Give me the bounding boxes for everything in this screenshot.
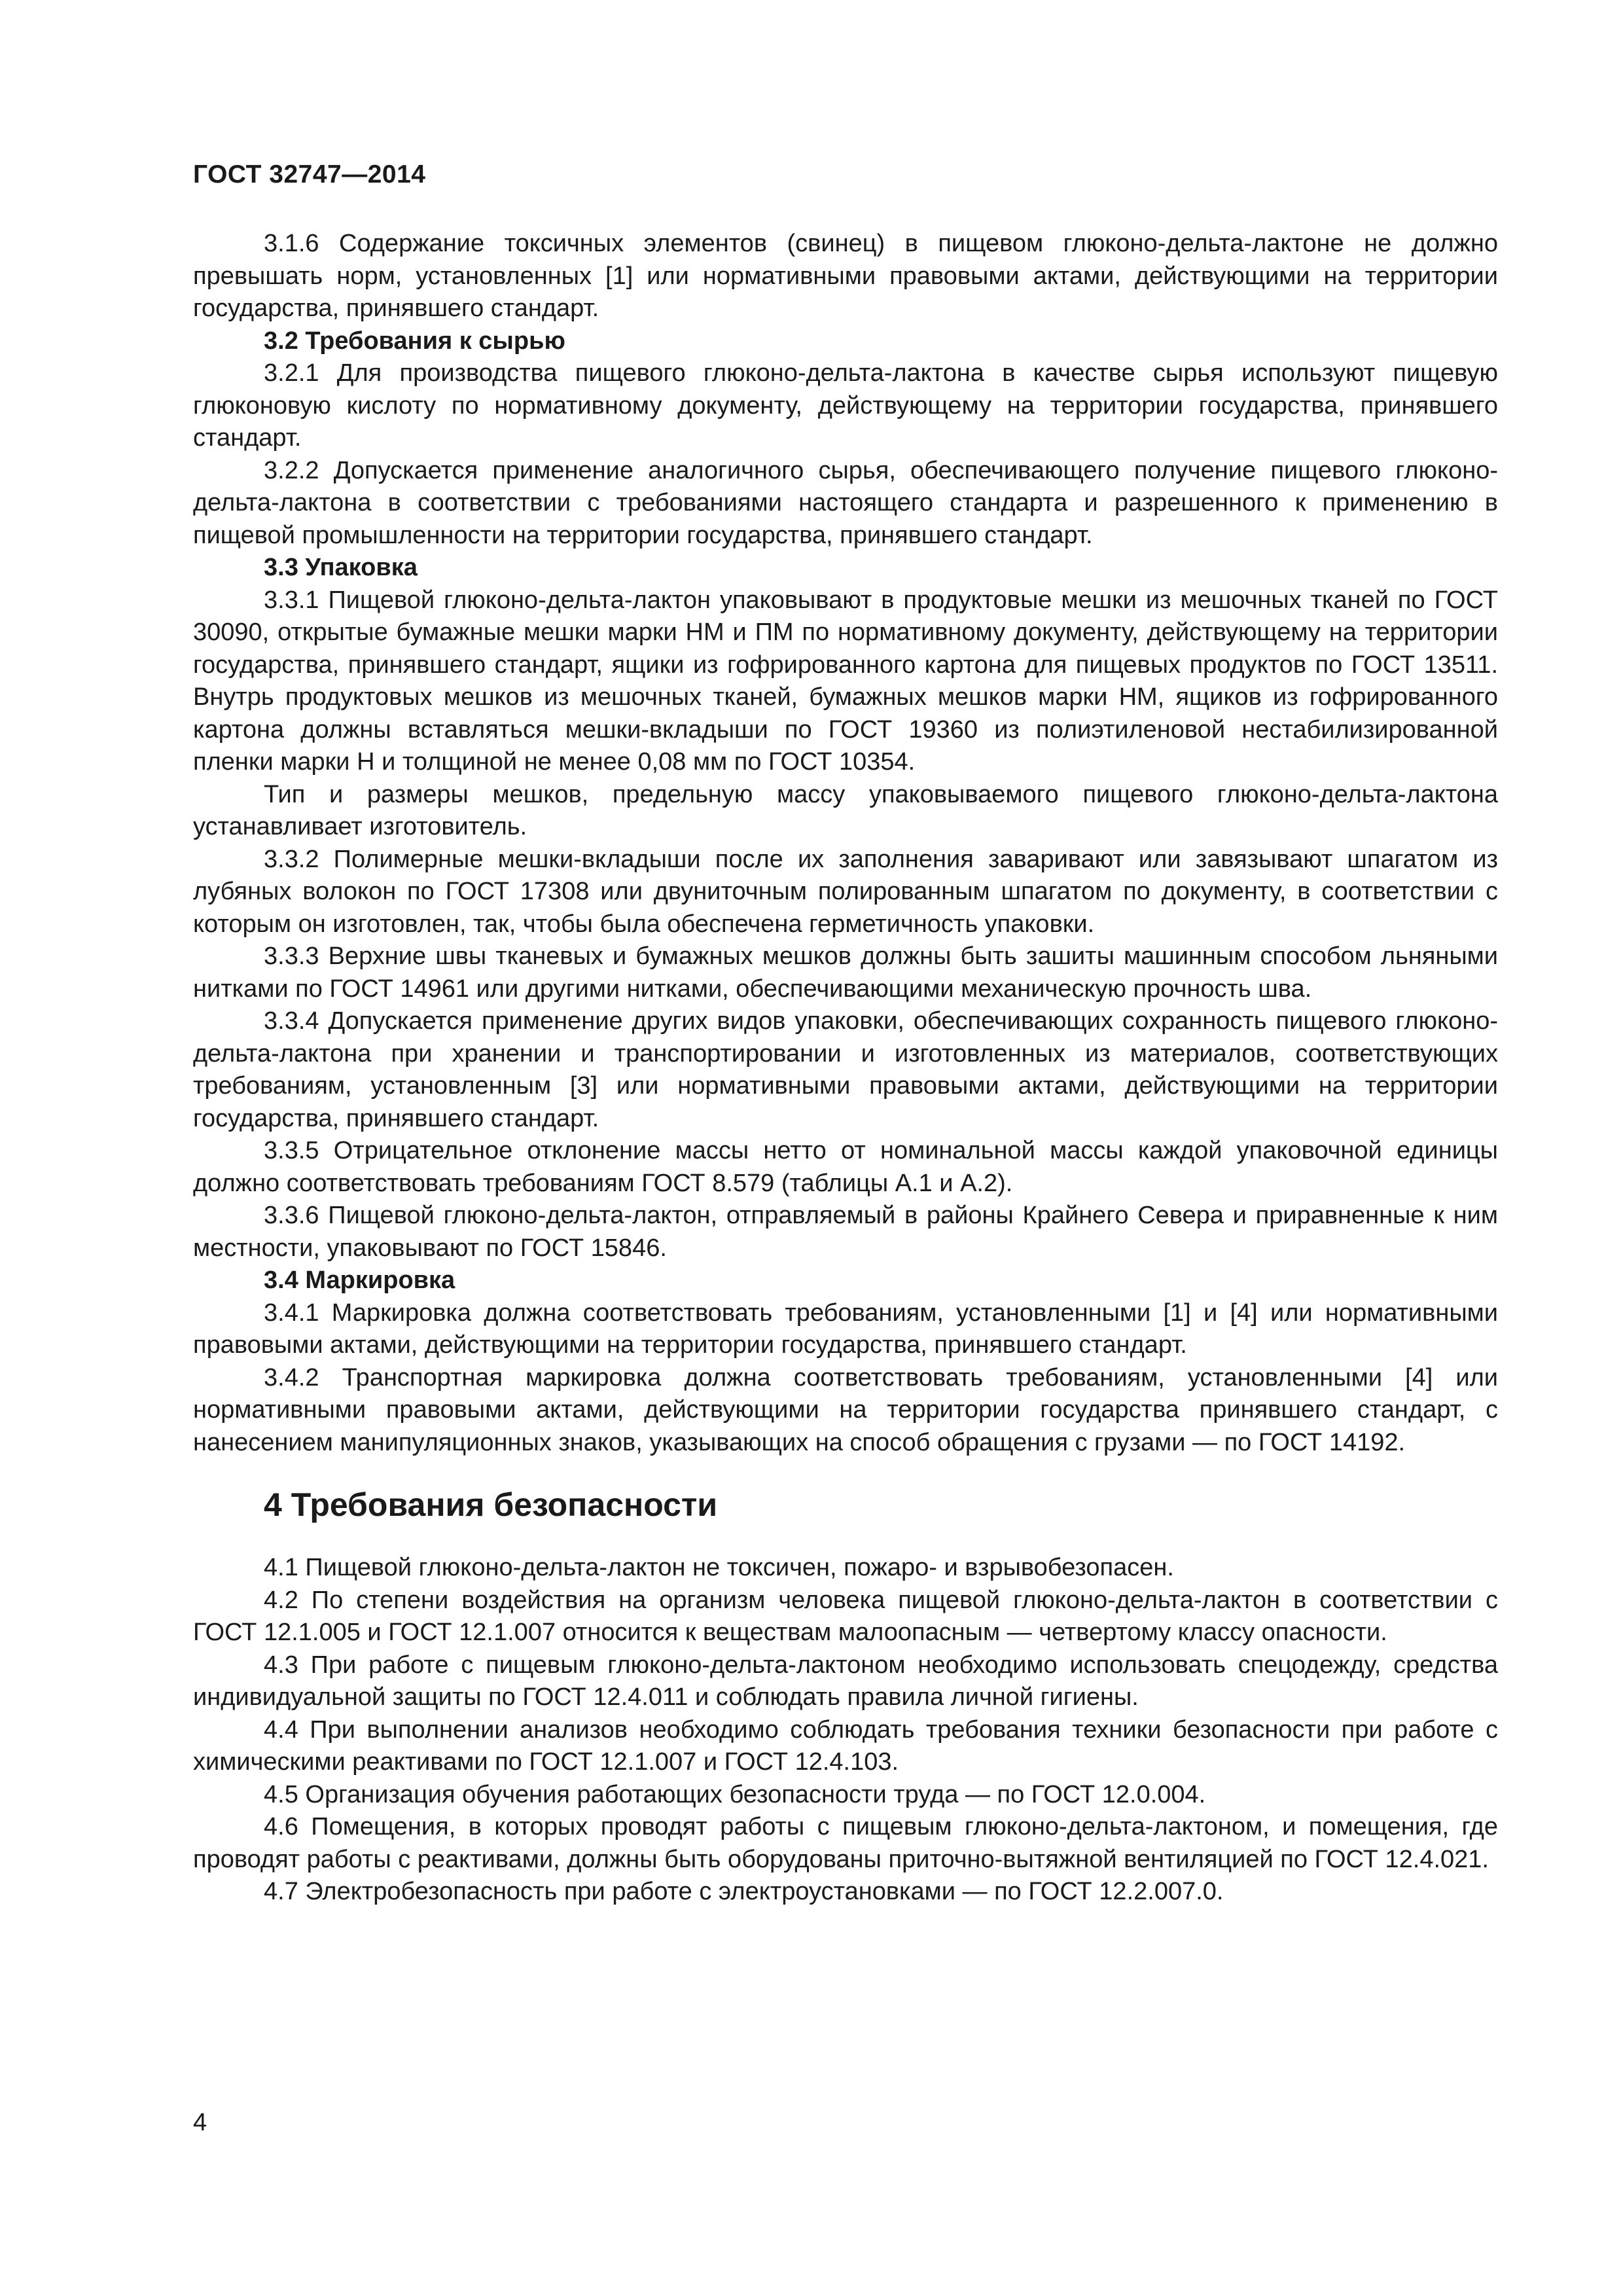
paragraph: Тип и размеры мешков, предельную массу упаковываемого пищевого глюконо-дельта-лактона устанавливает изготовитель. bbox=[193, 780, 1498, 840]
paragraph: 4.5 Организация обучения работающих безопасности труда — по ГОСТ 12.0.004. bbox=[264, 1780, 1206, 1808]
paragraph: 4.1 Пищевой глюконо-дельта-лактон не токсичен, пожаро- и взрывобезопасен. bbox=[264, 1554, 1174, 1581]
paragraph: 3.1.6 Содержание токсичных элементов (свинец) в пищевом глюконо-дельта-лактоне не должно превышать норм, установленных [1] или нормативными правовыми актами, действующими на территории государства, принявшего стандарт. bbox=[193, 230, 1498, 322]
paragraph: 3.3.3 Верхние швы тканевых и бумажных мешков должны быть зашиты машинным способом льняными нитками по ГОСТ 14961 или другими нитками, обеспечивающими механическую прочность шва. bbox=[193, 942, 1498, 1003]
paragraph: 3.3.2 Полимерные мешки-вкладыши после их заполнения заваривают или завязывают шпагатом из лубяных волокон по ГОСТ 17308 или двуниточным полированным шпагатом по документу, в соответствии с которым он изготовлен, так, чтобы была обеспечена герметичность упаковки. bbox=[193, 845, 1498, 938]
subsection-heading: 3.4 Маркировка bbox=[264, 1266, 455, 1294]
page-number: 4 bbox=[193, 2109, 207, 2136]
document-body bbox=[193, 228, 1498, 1909]
paragraph: 3.3.4 Допускается применение других видов упаковки, обеспечивающих сохранность пищевого глюконо-дельта-лактона при хранении и транспортировании и изготовленных из материалов, соответствующих требованиям, установленным [3] или нормативными правовыми актами, действующими на территории государства, принявшего стандарт. bbox=[193, 1007, 1498, 1132]
paragraph: 4.7 Электробезопасность при работе с электроустановками — по ГОСТ 12.2.007.0. bbox=[264, 1878, 1224, 1905]
subsection-heading: 3.3 Упаковка bbox=[264, 554, 418, 581]
paragraph: 3.4.1 Маркировка должна соответствовать требованиям, установленными [1] и [4] или нормативными правовыми актами, действующими на территории государства, принявшего стандарт. bbox=[193, 1299, 1498, 1359]
subsection-heading: 3.2 Требования к сырью bbox=[264, 327, 565, 355]
paragraph: 3.3.1 Пищевой глюконо-дельта-лактон упаковывают в продуктовые мешки из мешочных тканей по ГОСТ 30090, открытые бумажные мешки марки НМ и ПМ по нормативному документу, действующему на территории государства, принявшего стандарт, ящики из гофрированного картона для пищевых продуктов по ГОСТ 13511. Внутрь продуктовых мешков из мешочных тканей, бумажных мешков марки НМ, ящиков из гофрированного картона должны вставляться мешки-вкладыши по ГОСТ 19360 из полиэтиленовой нестабилизированной пленки марки Н и толщиной не менее 0,08 мм по ГОСТ 10354. bbox=[193, 586, 1498, 776]
paragraph: 3.4.2 Транспортная маркировка должна соответствовать требованиям, установленными [4] или нормативными правовыми актами, действующими на территории государства принявшего стандарт, с нанесением манипуляционных знаков, указывающих на способ обращения с грузами — по ГОСТ 14192. bbox=[193, 1363, 1498, 1456]
paragraph: 4.2 По степени воздействия на организм человека пищевой глюконо-дельта-лактон в соответствии с ГОСТ 12.1.005 и ГОСТ 12.1.007 относится к веществам малоопасным — четвертому классу опасности. bbox=[193, 1586, 1498, 1646]
paragraph: 3.2.2 Допускается применение аналогичного сырья, обеспечивающего получение пищевого глюконо-дельта-лактона в соответствии с требованиями настоящего стандарта и разрешенного к применению в пищевой промышленности на территории государства, принявшего стандарт. bbox=[193, 456, 1498, 549]
paragraph: 4.4 При выполнении анализов необходимо соблюдать требования техники безопасности при работе с химическими реактивами по ГОСТ 12.1.007 и ГОСТ 12.4.103. bbox=[193, 1715, 1498, 1776]
paragraph: 3.2.1 Для производства пищевого глюконо-дельта-лактона в качестве сырья используют пищевую глюконовую кислоту по нормативному документу, действующему на территории государства, принявшего стандарт. bbox=[193, 359, 1498, 452]
document-code-header: ГОСТ 32747—2014 bbox=[193, 160, 426, 188]
section-heading: 4 Требования безопасности bbox=[264, 1486, 718, 1523]
paragraph: 3.3.5 Отрицательное отклонение массы нетто от номинальной массы каждой упаковочной единицы должно соответствовать требованиям ГОСТ 8.579 (таблицы А.1 и А.2). bbox=[193, 1137, 1498, 1197]
paragraph: 3.3.6 Пищевой глюконо-дельта-лактон, отправляемый в районы Крайнего Севера и приравненные к ним местности, упаковывают по ГОСТ 15846. bbox=[193, 1202, 1498, 1262]
paragraph: 4.6 Помещения, в которых проводят работы с пищевым глюконо-дельта-лактоном, и помещения, где проводят работы с реактивами, должны быть оборудованы приточно-вытяжной вентиляцией по ГОСТ 12.4.021. bbox=[193, 1813, 1498, 1873]
paragraph: 4.3 При работе с пищевым глюконо-дельта-лактоном необходимо использовать спецодежду, средства индивидуальной защиты по ГОСТ 12.4.011 и соблюдать правила личной гигиены. bbox=[193, 1651, 1498, 1711]
